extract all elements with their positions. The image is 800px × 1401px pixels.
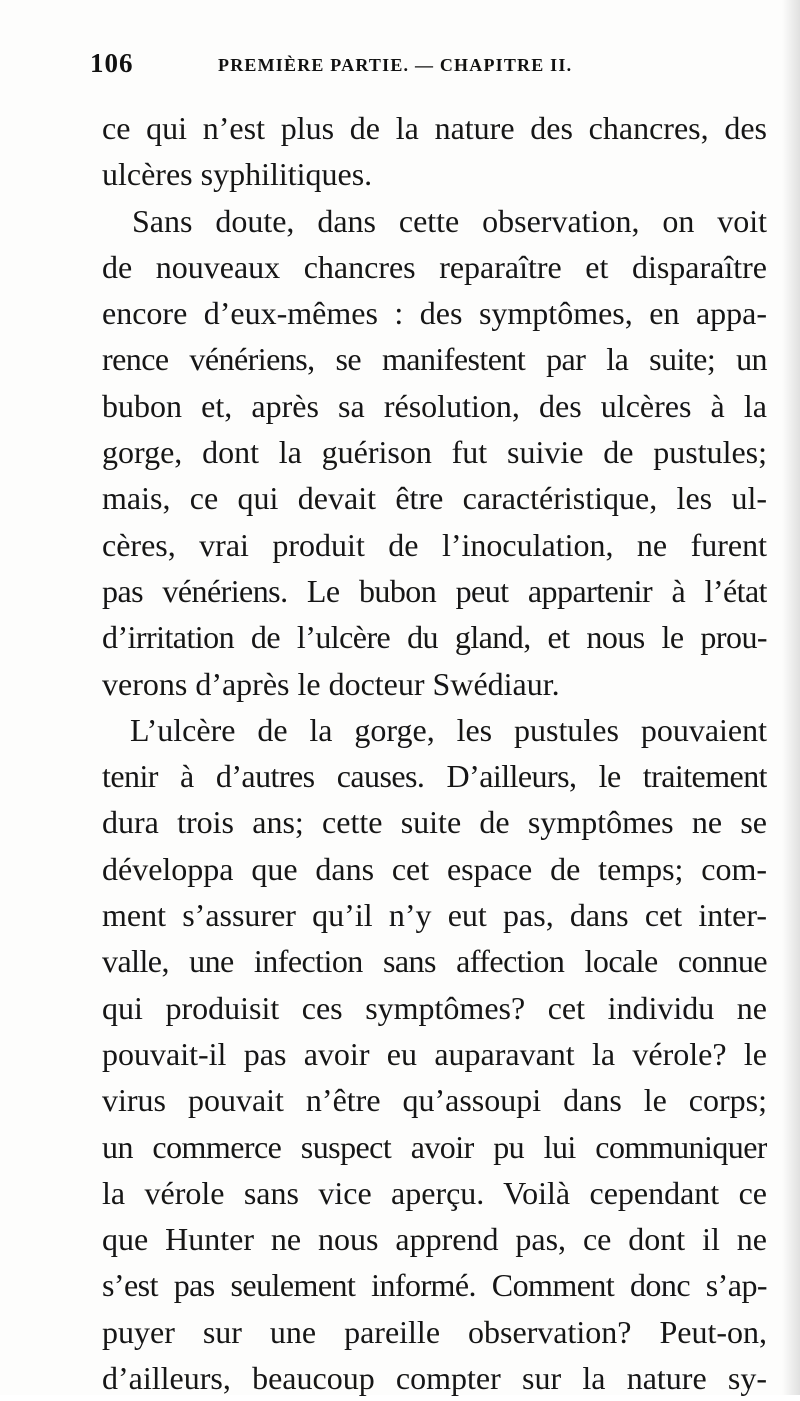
- text-line: un commerce suspect avoir pu lui communiquer: [102, 1128, 767, 1165]
- text-line: encore d’eux-mêmes : des symptômes, en appa-: [102, 295, 767, 332]
- text-line: Sans doute, dans cette observation, on voit: [132, 202, 767, 239]
- running-head: PREMIÈRE PARTIE. — CHAPITRE II.: [218, 55, 573, 75]
- text-line: L’ulcère de la gorge, les pustules pouvaient: [130, 711, 767, 748]
- text-line: la vérole sans vice aperçu. Voilà cependant ce: [102, 1174, 767, 1211]
- text-line: verons d’après le docteur Swédiaur.: [102, 665, 560, 702]
- text-line: valle, une infection sans affection locale connue: [102, 943, 767, 980]
- text-line: que Hunter ne nous apprend pas, ce dont il ne: [102, 1221, 767, 1258]
- text-line: développa que dans cet espace de temps; com-: [102, 850, 767, 887]
- text-line: mais, ce qui devait être caractéristique, les ul-: [102, 480, 767, 517]
- text-line: s’est pas seulement informé. Comment donc s’ap-: [102, 1267, 767, 1304]
- text-line: cères, vrai produit de l’inoculation, ne furent: [102, 526, 767, 563]
- text-line: gorge, dont la guérison fut suivie de pustules;: [102, 434, 767, 471]
- text-line: virus pouvait n’être qu’assoupi dans le corps;: [102, 1082, 767, 1119]
- page-number: 106: [90, 48, 134, 78]
- text-line: ce qui n’est plus de la nature des chancres, des: [102, 110, 767, 146]
- text-line: pas vénériens. Le bubon peut appartenir à l’état: [102, 572, 767, 609]
- text-line: ulcères syphilitiques.: [102, 156, 373, 193]
- text-line: d’irritation de l’ulcère du gland, et nous le prou-: [102, 619, 767, 656]
- body-text: [102, 105, 767, 1401]
- text-line: bubon et, après sa résolution, des ulcères à la: [102, 387, 767, 424]
- page-edge-shadow: [782, 0, 800, 1395]
- text-line: ment s’assurer qu’il n’y eut pas, dans cet inter-: [102, 897, 767, 934]
- text-line: tenir à d’autres causes. D’ailleurs, le traitement: [102, 758, 767, 795]
- text-line: dura trois ans; cette suite de symptômes ne se: [102, 804, 767, 841]
- text-line: rence vénériens, se manifestent par la suite; un: [102, 341, 767, 378]
- text-line: pouvait-il pas avoir eu auparavant la vérole? le: [102, 1035, 767, 1072]
- text-line: d’ailleurs, beaucoup compter sur la nature sy-: [102, 1360, 767, 1397]
- page-header: [90, 48, 680, 80]
- text-line: puyer sur une pareille observation? Peut-on,: [102, 1313, 767, 1350]
- text-line: qui produisit ces symptômes? cet individu ne: [102, 989, 767, 1026]
- text-line: de nouveaux chancres reparaître et disparaître: [102, 248, 767, 285]
